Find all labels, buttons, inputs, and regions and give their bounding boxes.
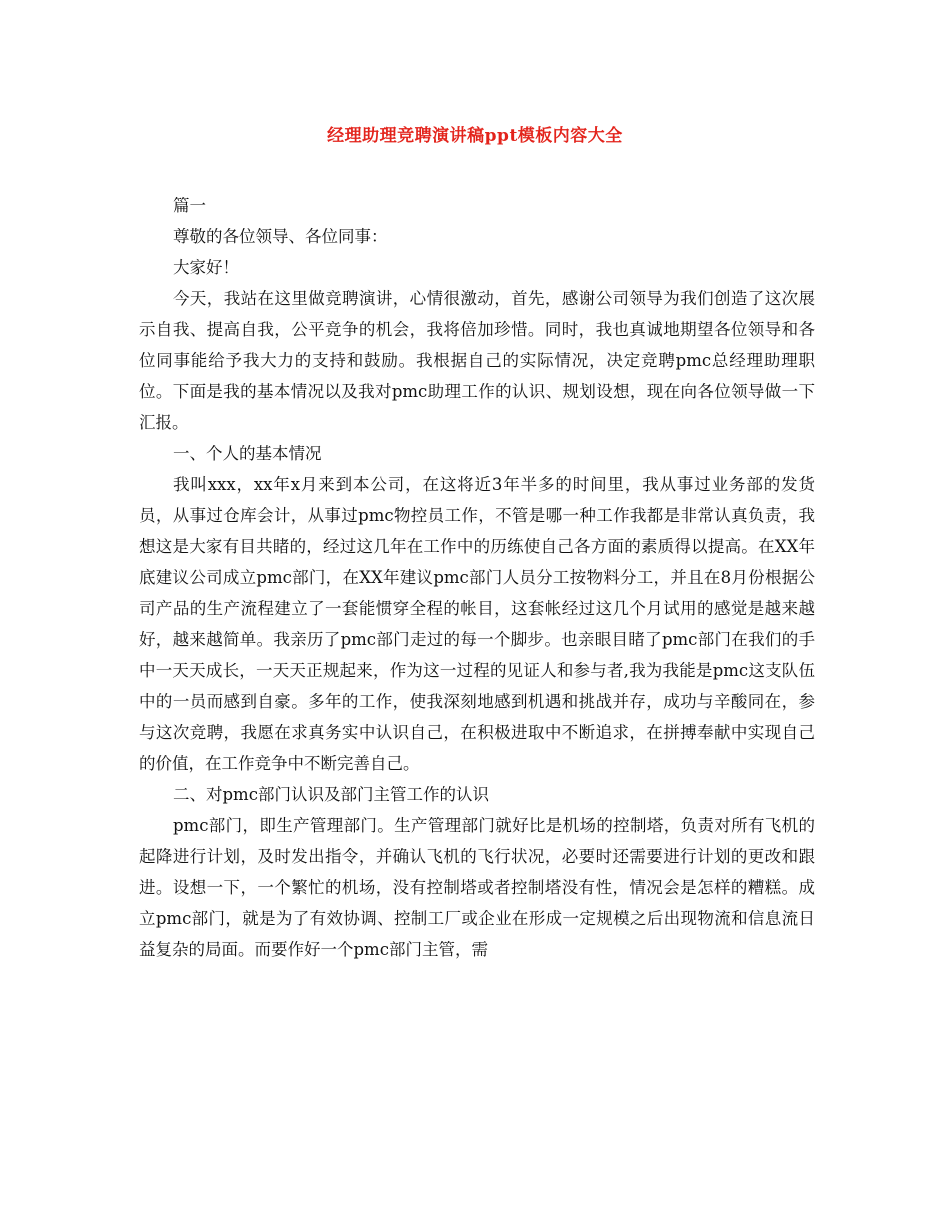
section-heading-pmc-understanding: 二、对pmc部门认识及部门主管工作的认识: [173, 785, 489, 804]
paragraph-introduction: 今天，我站在这里做竞聘演讲，心情很激动，首先，感谢公司领导为我们创造了这次展示自我、提高自我，公平竞争的机会，我将倍加珍惜。同时，我也真诚地期望各位领导和各位同事能给予我大力的支持和鼓励。我根据自己的实际情况，决定竞聘pmc总经理助理职位。下面是我的基本情况以及我对pmc助理工作的认识、规划设想，现在向各位领导做一下汇报。: [139, 289, 815, 432]
section-heading-personal: 一、个人的基本情况: [173, 444, 322, 463]
document-title: 经理助理竞聘演讲稿ppt模板内容大全: [327, 126, 623, 146]
paragraph-personal-background: 我叫xxx，xx年x月来到本公司，在这将近3年半多的时间里，我从事过业务部的发货员，从事过仓库会计，从事过pmc物控员工作，不管是哪一种工作我都是非常认真负责，我想这是大家有目共睹的，经过这几年在工作中的历练使自己各方面的素质得以提高。在XX年底建议公司成立pmc部门，在XX年建议pmc部门人员分工按物料分工，并且在8月份根据公司产品的生产流程建立了一套能惯穿全程的帐目，这套帐经过这几个月试用的感觉是越来越好，越来越简单。我亲历了pmc部门走过的每一个脚步。也亲眼目睹了pmc部门在我们的手中一天天成长，一天天正规起来，作为这一过程的见证人和参与者,我为我能是pmc这支队伍中的一员而感到自豪。多年的工作，使我深刻地感到机遇和挑战并存，成功与辛酸同在，参与这次竞聘，我愿在求真务实中认识自己，在积极进取中不断追求，在拼搏奉献中实现自己的价值，在工作竞争中不断完善自己。: [139, 475, 815, 773]
paragraph-heading-part-one: 篇一: [173, 196, 206, 215]
paragraph-salutation: 尊敬的各位领导、各位同事：: [173, 227, 388, 246]
paragraph-pmc-description: pmc部门，即生产管理部门。生产管理部门就好比是机场的控制塔，负责对所有飞机的起降进行计划，及时发出指令，并确认飞机的飞行状况，必要时还需要进行计划的更改和跟进。设想一下，一个繁忙的机场，没有控制塔或者控制塔没有性，情况会是怎样的糟糕。成立pmc部门，就是为了有效协调、控制工厂或企业在形成一定规模之后出现物流和信息流日益复杂的局面。而要作好一个pmc部门主管，需: [139, 816, 815, 959]
paragraph-greeting: 大家好！: [173, 258, 239, 277]
document-body: [139, 190, 815, 965]
